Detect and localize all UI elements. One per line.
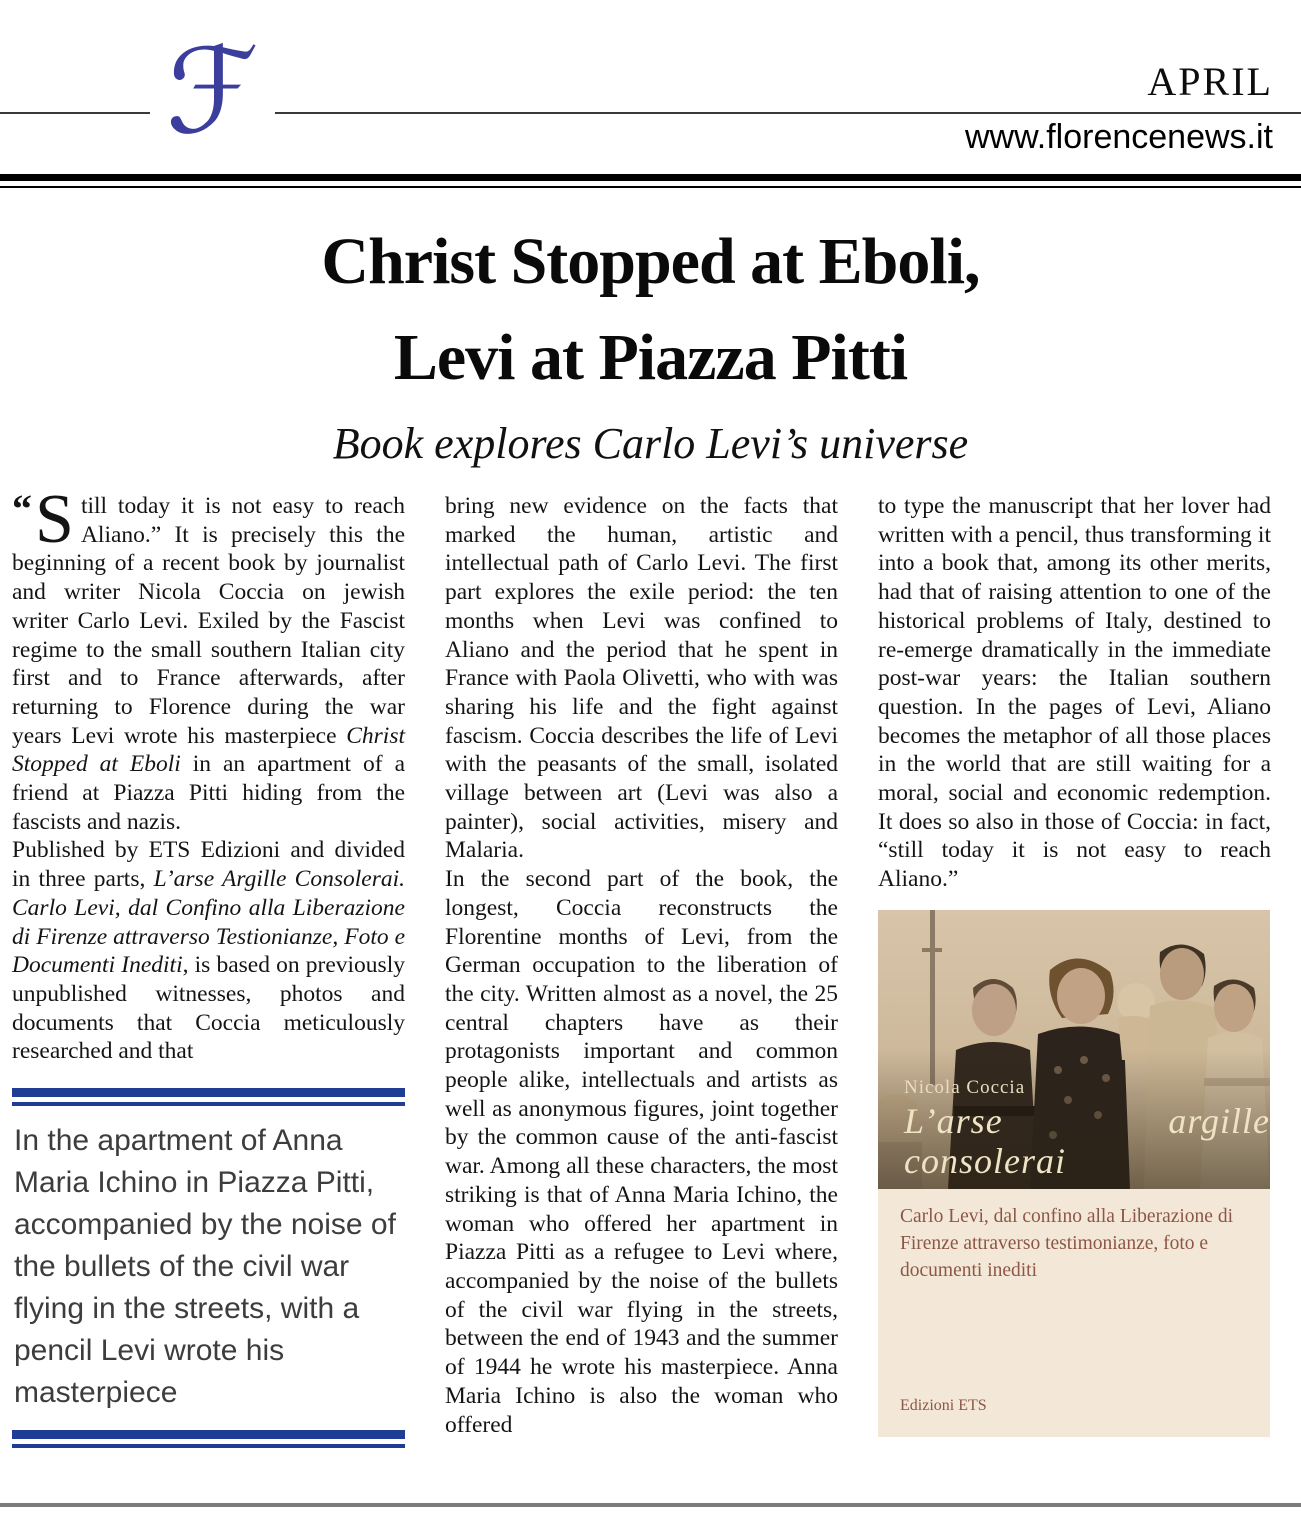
text-run: in an apartment of a friend at Piazza Pitti hiding from the fascists and nazis. xyxy=(12,751,405,835)
drop-cap xyxy=(12,481,81,558)
article-paragraph xyxy=(12,836,405,1066)
italic-text-run: Christ Stopped at Eboli xyxy=(12,722,405,778)
book-cover-text-overlay xyxy=(904,1075,1270,1181)
column-2-text xyxy=(445,492,838,1439)
book-cover-photo xyxy=(878,910,1270,1189)
pull-quote-top-bar-thick xyxy=(12,1088,405,1097)
article-column-3 xyxy=(878,492,1271,1437)
pull-quote-bottom-bar-thin xyxy=(12,1444,405,1448)
book-cover xyxy=(878,910,1270,1437)
article-subtitle: Book explores Carlo Levi’s universe xyxy=(332,419,969,468)
book-cover-caption: Carlo Levi, dal confino alla Liberazione di Firenze attraverso testimonianze, foto e documenti inediti xyxy=(900,1205,1233,1281)
article-paragraph xyxy=(445,492,838,865)
book-title: L’arse argille consolerai xyxy=(904,1100,1270,1181)
headline-block xyxy=(0,200,1301,472)
text-run: bring new evidence on the facts that marked the human, artistic and intellectual path of Carlo Levi. The first part explores the exile period: the ten months when Levi was confined to Aliano and the period that he spent in France with Paola Olivetti, who with was sharing his life and the fight against fascism. Coccia describes the life of Levi with the peasants of the small, isolated village between art (Levi was also a painter), social activities, misery and Malaria. xyxy=(445,493,838,864)
header-rule-thick xyxy=(0,174,1301,181)
article-column-2 xyxy=(445,492,838,1439)
florence-news-logo-icon: ℱ xyxy=(150,30,275,154)
opening-quote-mark: “ xyxy=(12,486,32,531)
column-3-text xyxy=(878,492,1271,894)
text-run: , is based on previously unpublished witnesses, photos and documents that Coccia meticulously researched and that xyxy=(12,952,405,1065)
article-paragraph xyxy=(878,492,1271,894)
footer-rule xyxy=(0,1503,1301,1507)
article-columns xyxy=(12,481,1271,1448)
issue-month: APRIL xyxy=(1147,59,1273,104)
website-url: www.florencenews.it xyxy=(964,118,1273,156)
pull-quote-text: In the apartment of Anna Maria Ichino in Piazza Pitti, accompanied by the noise of the bullets of the civil war flying in the streets, with a pencil Levi wrote his masterpiece xyxy=(14,1124,396,1410)
text-run: to type the manuscript that her lover had written with a pencil, thus transforming it into a book that, among its other merits, had that of raising attention to one of the historical problems of Italy, destined to re-emerge dramatically in the immediate post-war years: the Italian southern question. In the pages of Levi, Aliano becomes the metaphor of all those places in the world that are still waiting for a moral, social and economic redemption. It does so also in those of Coccia: in fact, “still today it is not easy to reach Aliano.” xyxy=(878,493,1271,893)
article-title xyxy=(0,214,1301,406)
text-run: till today it is not easy to reach Aliano.” It is precisely this the beginning of a recent book by journalist and writer Nicola Coccia on jewish writer Carlo Levi. Exiled by the Fascist regime to the small southern Italian city first and to France afterwards, after returning to Florence during the war years Levi wrote his masterpiece xyxy=(12,493,405,749)
text-run: Published by ETS Edizioni and divided in three parts, xyxy=(12,837,405,893)
pull-quote-bottom-bar-thick xyxy=(12,1430,405,1439)
book-publisher: Edizioni ETS xyxy=(900,1397,987,1415)
pull-quote xyxy=(12,1088,405,1448)
italic-text-run: L’arse Argille Consolerai. Carlo Levi, dal Confino alla Liberazione di Firenze attraverso Testionianze, Foto e Documenti Inediti xyxy=(12,866,405,979)
article-column-1 xyxy=(12,481,405,1448)
article-title-line2: Levi at Piazza Pitti xyxy=(393,321,908,394)
column-1-text xyxy=(12,481,405,1066)
text-run: In the second part of the book, the longest, Coccia reconstructs the Florentine months of Levi, from the German occupation to the liberation of the city. Written almost as a novel, the 25 central chapters have as their protagonists important and common people alike, intellectuals and artists as well as anonymous figures, joint together by the common cause of the anti-fascist war. Among all these characters, the most striking is that of Anna Maria Ichino, the woman who offered her apartment in Piazza Pitti as a refugee to Levi where, accompanied by the noise of the bullets of the civil war flying in the streets, between the end of 1943 and the summer of 1944 he wrote his masterpiece. Anna Maria Ichino is also the woman who offered xyxy=(445,866,838,1438)
header-rule-thin-lower xyxy=(0,186,1301,188)
drop-cap-letter: S xyxy=(35,481,74,558)
article-title-line1: Christ Stopped at Eboli, xyxy=(321,225,980,298)
article-paragraph xyxy=(445,865,838,1439)
article-paragraph xyxy=(12,481,405,836)
book-author: Nicola Coccia xyxy=(904,1076,1026,1098)
book-cover-lower xyxy=(878,1189,1270,1437)
